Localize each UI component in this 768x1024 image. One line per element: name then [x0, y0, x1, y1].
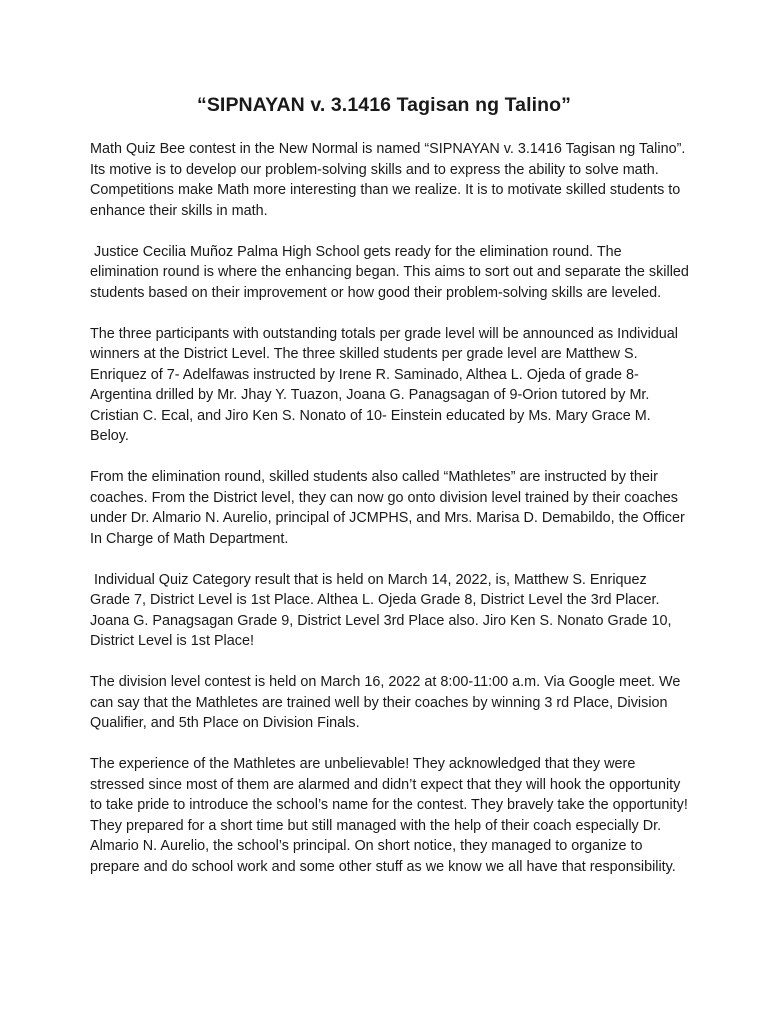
- document-title: “SIPNAYAN v. 3.1416 Tagisan ng Talino”: [196, 94, 572, 116]
- paragraph-experience: The experience of the Mathletes are unbelievable! They acknowledged that they were stressed since most of them are alarmed and didn’t expect that they will hook the opportunity to take pride to introduce the school’s name for the contest. They bravely take the opportunity! They prepared for a short time but still managed with the help of their coach especially Dr. Almario N. Aurelio, the school’s principal. On short notice, they managed to organize to prepare and do school work and some other stuff as we know we all have that responsibility.: [90, 756, 692, 875]
- paragraph-elimination-round: Justice Cecilia Muñoz Palma High School gets ready for the elimination round. The elimination round is where the enhancing began. This aims to sort out and separate the skilled students based on their improvement or how good their problem-solving skills are leveled.: [90, 243, 693, 301]
- paragraph-intro: Math Quiz Bee contest in the New Normal is named “SIPNAYAN v. 3.1416 Tagisan ng Talino”. Its motive is to develop our problem-solving skills and to express the ability to solve math. Competitions make Math more interesting than we realize. It is to motivate skilled students to enhance their skills in math.: [90, 141, 690, 219]
- paragraph-participants: The three participants with outstanding totals per grade level will be announced as Individual winners at the District Level. The three skilled students per grade level are Matthew S. Enriquez of 7- Adelfawas instructed by Irene R. Saminado, Althea L. Ojeda of grade 8-Argentina drilled by Mr. Jhay Y. Tuazon, Joana G. Panagsagan of 9-Orion tutored by Mr. Cristian C. Ecal, and Jiro Ken S. Nonato of 10- Einstein educated by Ms. Mary Grace M. Beloy.: [90, 325, 682, 444]
- paragraph-mathletes-coaches: From the elimination round, skilled students also called “Mathletes” are instructed by their coaches. From the District level, they can now go onto division level trained by their coaches under Dr. Almario N. Aurelio, principal of JCMPHS, and Mrs. Marisa D. Demabildo, the Officer In Charge of Math Department.: [90, 469, 689, 547]
- paragraph-individual-results: Individual Quiz Category result that is held on March 14, 2022, is, Matthew S. Enriquez Grade 7, District Level is 1st Place. Althea L. Ojeda Grade 8, District Level the 3rd Placer. Joana G. Panagsagan Grade 9, District Level 3rd Place also. Jiro Ken S. Nonato Grade 10, District Level is 1st Place!: [90, 571, 676, 649]
- document-body: [90, 139, 693, 898]
- paragraph-division-contest: The division level contest is held on March 16, 2022 at 8:00-11:00 a.m. Via Google meet. We can say that the Mathletes are trained well by their coaches by winning 3 rd Place, Division Qualifier, and 5th Place on Division Finals.: [90, 674, 685, 731]
